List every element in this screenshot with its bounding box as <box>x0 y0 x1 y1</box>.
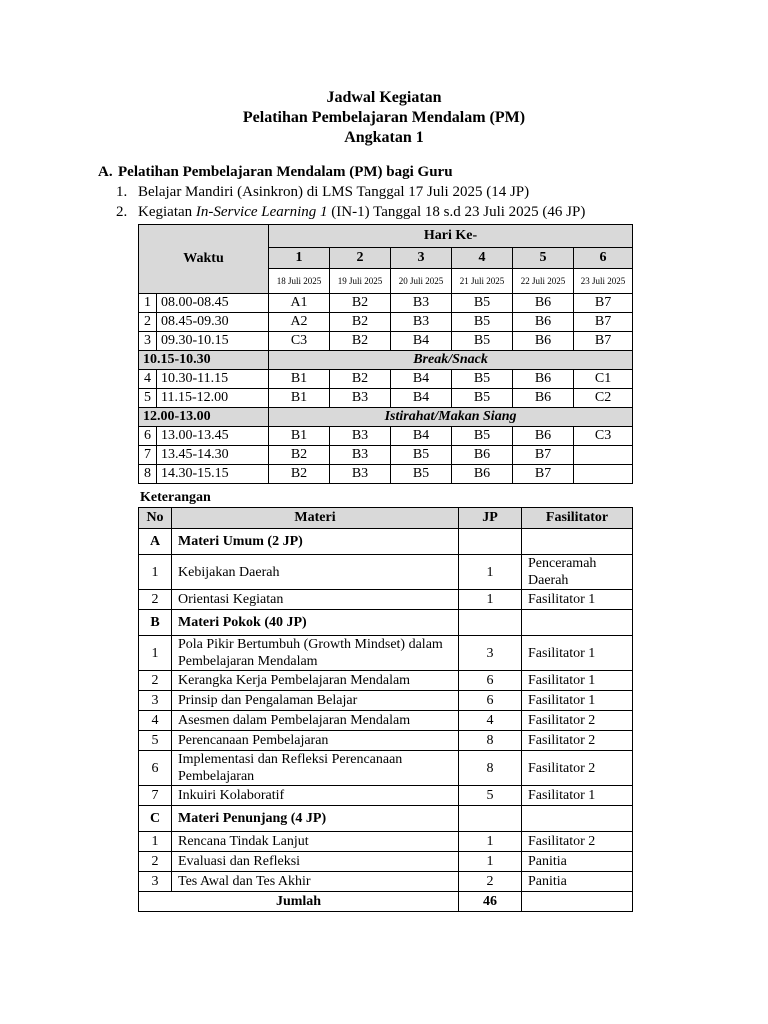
session-number: 4 <box>139 370 157 389</box>
session-cell: C3 <box>269 332 330 351</box>
day-number: 2 <box>330 248 391 269</box>
jp-column-header: JP <box>459 508 522 529</box>
session-number: 2 <box>139 313 157 332</box>
materi-number: 1 <box>139 555 172 590</box>
session-time: 10.30-11.15 <box>157 370 269 389</box>
materi-name: Prinsip dan Pengalaman Belajar <box>172 691 459 711</box>
session-cell: B5 <box>391 446 452 465</box>
session-cell: B1 <box>269 370 330 389</box>
materi-jp: 8 <box>459 731 522 751</box>
schedule-table <box>138 224 633 484</box>
materi-fasilitator: Panitia <box>522 852 633 872</box>
break-label: Break/Snack <box>269 351 633 370</box>
hari-header: Hari Ke- <box>269 225 633 248</box>
session-row <box>139 332 633 351</box>
session-cell: B3 <box>330 427 391 446</box>
table-row <box>139 711 633 731</box>
session-cell: B3 <box>330 389 391 408</box>
materi-name: Implementasi dan Refleksi Perencanaan Pembelajaran <box>172 751 459 786</box>
materi-number: 1 <box>139 832 172 852</box>
session-cell: B7 <box>574 332 633 351</box>
session-cell: B2 <box>330 332 391 351</box>
materi-jp: 8 <box>459 751 522 786</box>
day-number: 1 <box>269 248 330 269</box>
list-item-text-emphasis: In-Service Learning 1 <box>195 204 328 220</box>
session-time: 11.15-12.00 <box>157 389 269 408</box>
session-row <box>139 446 633 465</box>
session-cell: C2 <box>574 389 633 408</box>
break-row <box>139 351 633 370</box>
session-cell: B6 <box>513 294 574 313</box>
session-cell: B6 <box>452 446 513 465</box>
category-title: Materi Penunjang (4 JP) <box>172 806 459 832</box>
fasilitator-column-header: Fasilitator <box>522 508 633 529</box>
materi-jp: 1 <box>459 590 522 610</box>
day-number: 5 <box>513 248 574 269</box>
materi-name: Evaluasi dan Refleksi <box>172 852 459 872</box>
session-cell: B1 <box>269 427 330 446</box>
session-cell: B6 <box>452 465 513 484</box>
session-cell: B2 <box>330 313 391 332</box>
session-cell: B3 <box>330 465 391 484</box>
materi-number: 2 <box>139 852 172 872</box>
category-row <box>139 610 633 636</box>
materi-name: Perencanaan Pembelajaran <box>172 731 459 751</box>
doc-subtitle: Pelatihan Pembelajaran Mendalam (PM) <box>242 109 526 126</box>
category-jp <box>459 610 522 636</box>
section-a-title: Pelatihan Pembelajaran Mendalam (PM) bagi Guru <box>118 164 453 180</box>
materi-number: 6 <box>139 751 172 786</box>
day-number: 6 <box>574 248 633 269</box>
session-number: 6 <box>139 427 157 446</box>
session-cell: B6 <box>513 389 574 408</box>
materi-fasilitator: Fasilitator 2 <box>522 832 633 852</box>
materi-jp: 5 <box>459 786 522 806</box>
materi-name: Inkuiri Kolaboratif <box>172 786 459 806</box>
materi-jp: 6 <box>459 671 522 691</box>
materi-name: Tes Awal dan Tes Akhir <box>172 872 459 892</box>
materi-name: Asesmen dalam Pembelajaran Mendalam <box>172 711 459 731</box>
table-row <box>139 852 633 872</box>
materi-number: 5 <box>139 731 172 751</box>
category-fasilitator <box>522 610 633 636</box>
materi-jp: 2 <box>459 872 522 892</box>
materi-jp: 1 <box>459 555 522 590</box>
session-cell: A1 <box>269 294 330 313</box>
materi-number: 4 <box>139 711 172 731</box>
session-cell: B2 <box>269 446 330 465</box>
list-item <box>116 184 529 201</box>
materi-name: Kerangka Kerja Pembelajaran Mendalam <box>172 671 459 691</box>
day-date: 21 Juli 2025 <box>452 269 513 294</box>
total-label: Jumlah <box>139 892 459 912</box>
session-cell: B7 <box>574 294 633 313</box>
day-date: 23 Juli 2025 <box>574 269 633 294</box>
session-cell: B3 <box>330 446 391 465</box>
session-number: 3 <box>139 332 157 351</box>
waktu-header: Waktu <box>139 225 269 294</box>
materi-number: 7 <box>139 786 172 806</box>
category-fasilitator <box>522 529 633 555</box>
table-row <box>139 872 633 892</box>
session-row <box>139 294 633 313</box>
section-a-heading <box>98 164 453 181</box>
list-item-text-pre: Kegiatan <box>138 204 196 220</box>
session-number: 8 <box>139 465 157 484</box>
table-row <box>139 636 633 671</box>
materi-jp: 1 <box>459 852 522 872</box>
materi-fasilitator: Fasilitator 1 <box>522 691 633 711</box>
table-row <box>139 691 633 711</box>
break-row <box>139 408 633 427</box>
materi-fasilitator: Panitia <box>522 872 633 892</box>
materi-fasilitator: Fasilitator 2 <box>522 711 633 731</box>
total-empty <box>522 892 633 912</box>
session-time: 09.30-10.15 <box>157 332 269 351</box>
list-item-number: 2. <box>116 204 128 220</box>
session-cell: B6 <box>513 313 574 332</box>
materi-number: 2 <box>139 590 172 610</box>
doc-title: Jadwal Kegiatan <box>326 89 442 106</box>
materi-name: Rencana Tindak Lanjut <box>172 832 459 852</box>
day-number: 3 <box>391 248 452 269</box>
category-letter: B <box>139 610 172 636</box>
table-row <box>139 731 633 751</box>
keterangan-label: Keterangan <box>140 490 211 505</box>
category-row <box>139 529 633 555</box>
table-row <box>139 555 633 590</box>
session-cell: B6 <box>513 427 574 446</box>
session-cell: B5 <box>391 465 452 484</box>
doc-batch: Angkatan 1 <box>344 129 424 146</box>
session-cell: A2 <box>269 313 330 332</box>
session-number: 1 <box>139 294 157 313</box>
materi-header-row <box>139 508 633 529</box>
table-row <box>139 671 633 691</box>
session-number: 7 <box>139 446 157 465</box>
session-cell: B1 <box>269 389 330 408</box>
session-cell <box>574 446 633 465</box>
session-cell: B4 <box>391 389 452 408</box>
materi-number: 3 <box>139 691 172 711</box>
materi-jp: 6 <box>459 691 522 711</box>
session-cell: B2 <box>330 370 391 389</box>
list-item-text-post: (IN-1) Tanggal 18 s.d 23 Juli 2025 (46 JP) <box>327 204 586 220</box>
total-row <box>139 892 633 912</box>
day-date: 20 Juli 2025 <box>391 269 452 294</box>
session-cell: B7 <box>513 465 574 484</box>
session-cell: B5 <box>452 427 513 446</box>
session-cell: B5 <box>452 389 513 408</box>
category-row <box>139 806 633 832</box>
day-date: 22 Juli 2025 <box>513 269 574 294</box>
category-jp <box>459 806 522 832</box>
category-fasilitator <box>522 806 633 832</box>
materi-name: Pola Pikir Bertumbuh (Growth Mindset) dalam Pembelajaran Mendalam <box>172 636 459 671</box>
table-row <box>139 590 633 610</box>
materi-number: 1 <box>139 636 172 671</box>
materi-body <box>139 529 633 912</box>
section-a-label: A. <box>98 164 113 180</box>
materi-fasilitator: Fasilitator 1 <box>522 786 633 806</box>
list-item-number: 1. <box>116 184 128 200</box>
materi-name: Kebijakan Daerah <box>172 555 459 590</box>
session-time: 13.00-13.45 <box>157 427 269 446</box>
break-label: Istirahat/Makan Siang <box>269 408 633 427</box>
no-column-header: No <box>139 508 172 529</box>
schedule-header <box>139 225 633 294</box>
session-cell: B7 <box>513 446 574 465</box>
materi-name: Orientasi Kegiatan <box>172 590 459 610</box>
materi-table <box>138 507 633 912</box>
session-cell: C3 <box>574 427 633 446</box>
materi-number: 3 <box>139 872 172 892</box>
total-jp: 46 <box>459 892 522 912</box>
session-time: 14.30-15.15 <box>157 465 269 484</box>
session-cell: B3 <box>391 294 452 313</box>
table-row <box>139 786 633 806</box>
session-cell: B2 <box>269 465 330 484</box>
session-cell: B4 <box>391 370 452 389</box>
session-row <box>139 465 633 484</box>
session-cell: B6 <box>513 370 574 389</box>
category-title: Materi Umum (2 JP) <box>172 529 459 555</box>
category-title: Materi Pokok (40 JP) <box>172 610 459 636</box>
day-number: 4 <box>452 248 513 269</box>
session-cell: B6 <box>513 332 574 351</box>
session-row <box>139 389 633 408</box>
list-item <box>116 204 585 221</box>
session-cell: B2 <box>330 294 391 313</box>
materi-fasilitator: Fasilitator 1 <box>522 671 633 691</box>
category-letter: A <box>139 529 172 555</box>
materi-number: 2 <box>139 671 172 691</box>
materi-jp: 3 <box>459 636 522 671</box>
session-cell: B3 <box>391 313 452 332</box>
break-time: 10.15-10.30 <box>139 351 269 370</box>
materi-fasilitator: Fasilitator 2 <box>522 751 633 786</box>
materi-jp: 4 <box>459 711 522 731</box>
session-time: 13.45-14.30 <box>157 446 269 465</box>
category-jp <box>459 529 522 555</box>
materi-column-header: Materi <box>172 508 459 529</box>
materi-fasilitator: Fasilitator 1 <box>522 636 633 671</box>
session-number: 5 <box>139 389 157 408</box>
session-cell <box>574 465 633 484</box>
session-row <box>139 427 633 446</box>
session-cell: B4 <box>391 332 452 351</box>
materi-jp: 1 <box>459 832 522 852</box>
session-time: 08.45-09.30 <box>157 313 269 332</box>
session-cell: B5 <box>452 313 513 332</box>
session-cell: B7 <box>574 313 633 332</box>
session-time: 08.00-08.45 <box>157 294 269 313</box>
session-cell: B4 <box>391 427 452 446</box>
category-letter: C <box>139 806 172 832</box>
table-row <box>139 832 633 852</box>
day-date: 18 Juli 2025 <box>269 269 330 294</box>
break-time: 12.00-13.00 <box>139 408 269 427</box>
materi-fasilitator: Fasilitator 2 <box>522 731 633 751</box>
session-row <box>139 370 633 389</box>
session-cell: C1 <box>574 370 633 389</box>
session-cell: B5 <box>452 294 513 313</box>
materi-fasilitator: Fasilitator 1 <box>522 590 633 610</box>
table-row <box>139 751 633 786</box>
session-cell: B5 <box>452 370 513 389</box>
schedule-body <box>139 294 633 484</box>
day-date: 19 Juli 2025 <box>330 269 391 294</box>
materi-fasilitator: Penceramah Daerah <box>522 555 633 590</box>
session-row <box>139 313 633 332</box>
list-item-text: Belajar Mandiri (Asinkron) di LMS Tanggal 17 Juli 2025 (14 JP) <box>138 184 530 200</box>
session-cell: B5 <box>452 332 513 351</box>
